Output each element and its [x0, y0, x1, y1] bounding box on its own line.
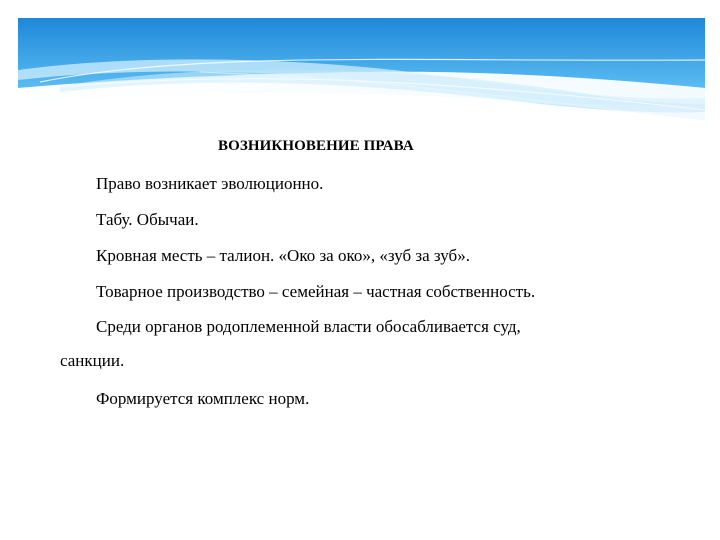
text-line: Товарное производство – семейная – частная собственность. — [96, 282, 536, 301]
decorative-wave-banner — [0, 0, 720, 140]
slide-title: ВОЗНИКНОВЕНИЕ ПРАВА — [218, 138, 414, 154]
text-line: Табу. Обычаи. — [96, 210, 199, 229]
text-line: Формируется комплекс норм. — [96, 389, 310, 408]
text-line-continuation: санкции. — [60, 351, 125, 370]
text-line: Право возникает эволюционно. — [96, 174, 324, 193]
text-line: Среди органов родоплеменной власти обосабливается суд, — [96, 317, 521, 336]
text-line: Кровная месть – талион. «Око за око», «зуб за зуб». — [96, 246, 470, 265]
